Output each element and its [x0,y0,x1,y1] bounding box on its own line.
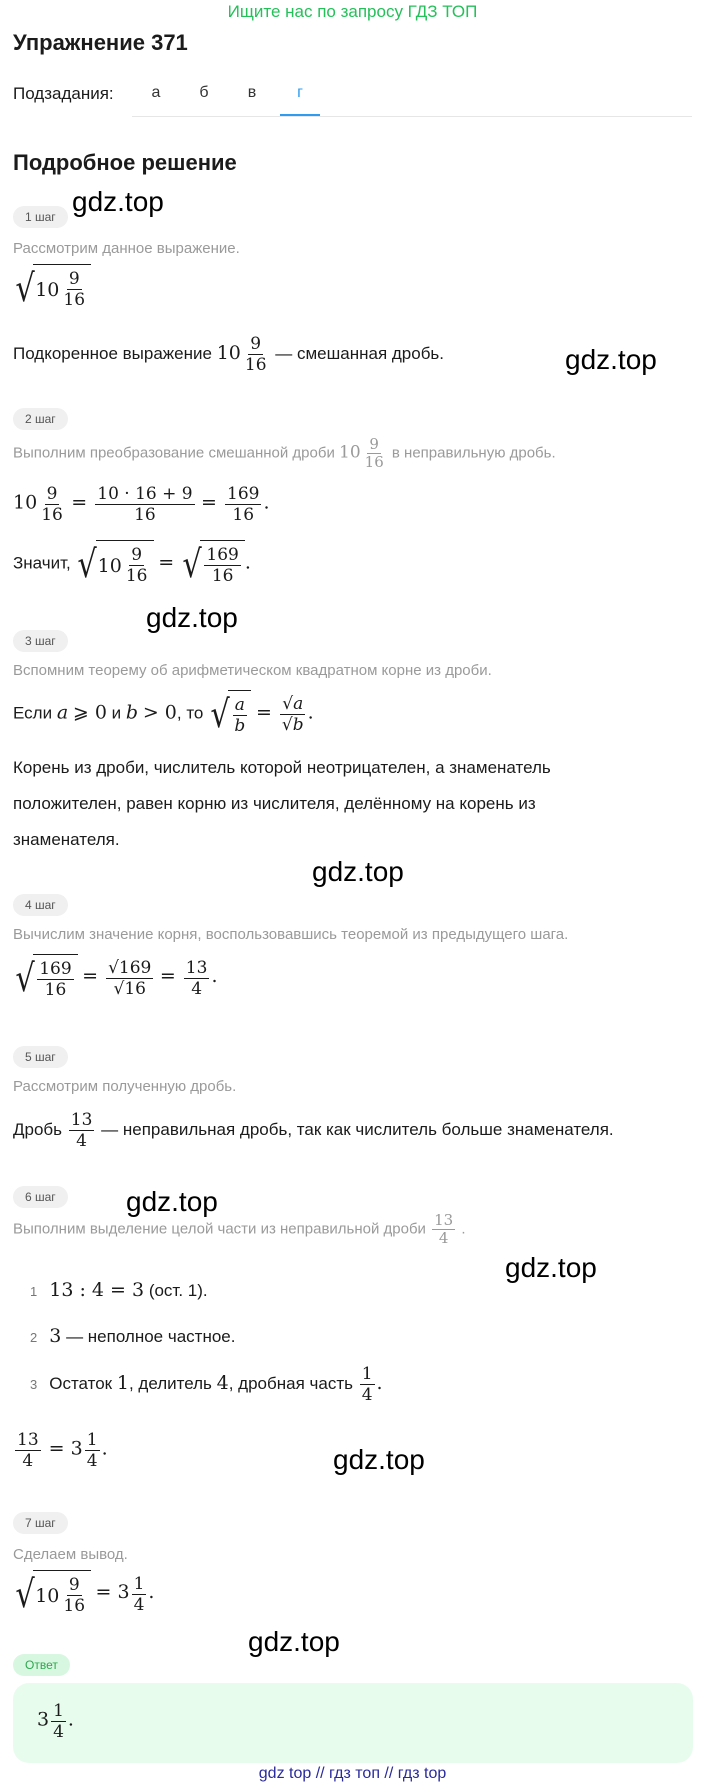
step-3-theorem: Если a ⩾ 0 и b > 0, то √ $\frac{a}{b}$ = $\frac{√a}{√b}$ . [13,692,314,736]
step-badge-3: 3 шаг [13,630,68,652]
step-7-hint: Сделаем вывод. [13,1546,128,1563]
page-title: Упражнение 371 [13,30,188,55]
tab-a[interactable]: а [151,84,161,101]
step-1-expression: √ 10 $\frac{9}{16}$ [13,264,91,312]
tab-v[interactable]: в [247,84,257,101]
step-1-hint: Рассмотрим данное выражение. [13,240,240,257]
footer-links[interactable]: gdz top // гдз топ // гдз top [258,1765,447,1782]
step-6-item-1: 1 13 : 4 = 3 (ост. 1). [30,1279,208,1301]
top-banner: Ищите нас по запросу ГДЗ ТОП [227,2,478,21]
watermark: gdz.top [333,1444,425,1475]
subtask-tabs [132,78,692,117]
watermark: gdz.top [565,344,657,375]
step-badge-2: 2 шаг [13,408,68,430]
watermark: gdz.top [312,856,404,887]
answer-box [13,1683,693,1763]
step-badge-5: 5 шаг [13,1046,68,1068]
step-badge-1: 1 шаг [13,206,68,228]
step-5-hint: Рассмотрим полученную дробь. [13,1078,237,1095]
watermark: gdz.top [146,602,238,633]
step-4-hint: Вычислим значение корня, воспользовавшись теоремой из предыдущего шага. [13,926,569,943]
step-2-equation: 10 $\frac{9}{16}$ = $\frac{10 \cdot 16 + 9}{16}$ = $\frac{169}{16}$ . [13,484,270,525]
watermark: gdz.top [505,1252,597,1283]
answer-badge: Ответ [13,1654,70,1676]
tab-b[interactable]: б [199,84,209,101]
step-badge-4: 4 шаг [13,894,68,916]
step-7-conclusion: √ 10 $\frac{9}{16}$ = 3 $\frac{1}{4}$ . [15,1572,155,1616]
step-1-text: Подкоренное выражение 10 $\frac{9}{16}$ — смешанная дробь. [13,334,445,375]
step-6-result: $\frac{13}{4}$ = 3 $\frac{1}{4}$ . [17,1430,108,1471]
step-6-item-2: 2 3 — неполное частное. [30,1325,236,1347]
step-4-equation: √ $\frac{169}{16}$ = $\frac{√169}{√16}$ = $\frac{13}{4}$ . [15,956,218,1000]
answer-value: 3 $\frac{1}{4}$ . [37,1701,74,1742]
step-3-hint: Вспомним теорему об арифметическом квадратном корне из дроби. [13,662,492,679]
step-badge-6: 6 шаг [13,1186,68,1208]
active-tab-underline [280,114,320,116]
step-6-hint: Выполним выделение целой части из неправильной дроби $\frac{13}{4}$ . [13,1211,466,1247]
section-title: Подробное решение [13,150,237,175]
step-3-para: Корень из дроби, числитель которой неотрицателен, а знаменатель положителен, равен корню из числителя, делённому на корень из знаменателя. [13,758,551,849]
step-5-text: Дробь $\frac{13}{4}$ — неправильная дробь, так как числитель больше знаменателя. [13,1110,614,1151]
tab-g[interactable]: г [297,84,303,101]
step-2-conclusion: Значит, √ 10 $\frac{9}{16}$ = √ $\frac{169}{16}$ . [13,542,251,586]
step-6-item-3: 3 Остаток 1, делитель 4, дробная часть $\frac{1}{4}$ . [30,1364,383,1405]
subtasks-label: Подзадания: [13,84,114,103]
watermark: gdz.top [72,186,164,217]
step-badge-7: 7 шаг [13,1512,68,1534]
watermark: gdz.top [248,1626,340,1657]
watermark: gdz.top [126,1186,218,1217]
step-2-hint: Выполним преобразование смешанной дроби 10 $\frac{9}{16}$ в неправильную дробь. [13,435,556,471]
